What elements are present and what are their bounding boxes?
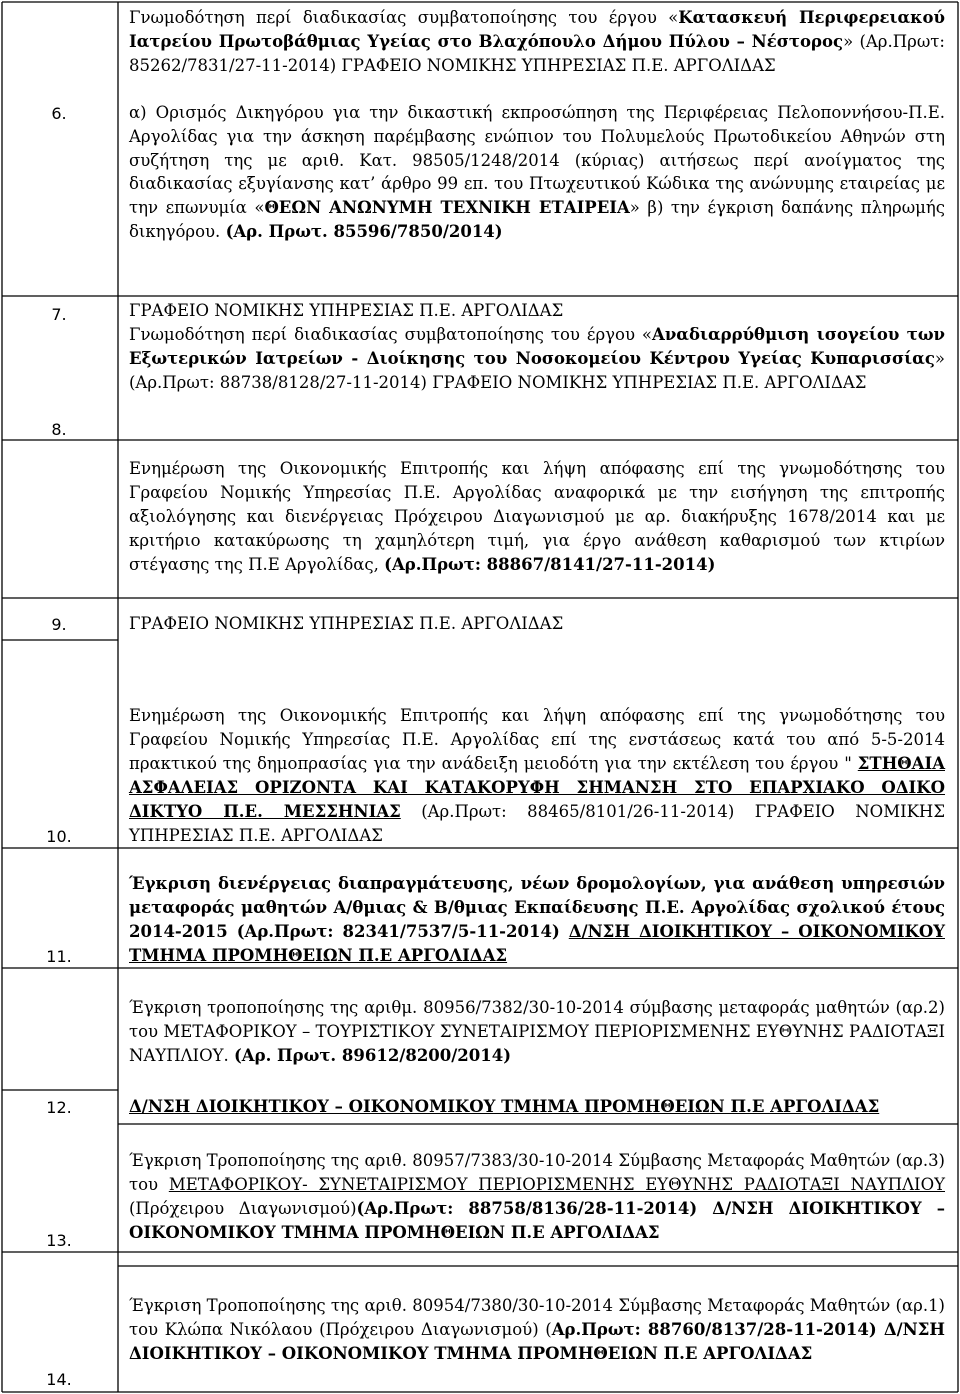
item-text: Ενημέρωση της Οικονομικής Επιτροπής και λήψη απόφασης επί της γνωμοδότησης του Γραφείου Νομικής Υπηρεσίας Π.Ε. Αργολίδας αναφορικά με την εισήγηση της επιτροπής αξιολόγησης και διενέργειας Πρόχειρου Διαγωνισμού με αρ. διακήρυξης 1678/2014 και με κριτήριο κατακύρωσης τη χαμηλότερη τιμή, για έργο ανάθεση καθαρισμού των κτιρίων στέγασης της Π.Ε Αργολίδας, (Αρ.Πρωτ: 88867/8141/27-11-2014) [129,459,945,574]
agenda-item-7 [129,299,945,395]
item-heading: ΓΡΑΦΕΙΟ ΝΟΜΙΚΗΣ ΥΠΗΡΕΣΙΑΣ Π.Ε. ΑΡΓΟΛΙΔΑΣ [129,301,564,320]
agenda-item-11 [129,872,945,968]
agenda-item-6 [129,6,945,244]
row-number: 10. [46,827,72,846]
item-heading: ΓΡΑΦΕΙΟ ΝΟΜΙΚΗΣ ΥΠΗΡΕΣΙΑΣ Π.Ε. ΑΡΓΟΛΙΔΑΣ [129,614,564,633]
row-number: 12. [46,1098,72,1117]
row-number: 14. [46,1370,72,1389]
agenda-item-14 [129,1294,945,1366]
item-text: Έγκριση διενέργειας διαπραγμάτευσης, νέων δρομολογίων, για ανάθεση υπηρεσιών μεταφοράς μαθητών Α/θμιας & Β/θμιας Εκπαίδευσης Π.Ε. Αργολίδας σχολικού έτους 2014-2015 (Αρ.Πρωτ: 82341/7537/5-11-2014) Δ/ΝΣΗ ΔΙΟΙΚΗΤΙΚΟΥ – ΟΙΚΟΝΟΜΙΚΟΥ ΤΜΗΜΑ ΠΡΟΜΗΘΕΙΩΝ Π.Ε ΑΡΓΟΛΙΔΑΣ [129,874,945,965]
row-number: 11. [46,947,72,966]
row-number: 7. [51,305,67,324]
department-heading: Δ/ΝΣΗ ΔΙΟΙΚΗΤΙΚΟΥ – ΟΙΚΟΝΟΜΙΚΟΥ ΤΜΗΜΑ ΠΡΟΜΗΘΕΙΩΝ Π.Ε ΑΡΓΟΛΙΔΑΣ [129,1096,880,1116]
agenda-item-12 [129,996,945,1119]
agenda-item-8 [129,457,945,577]
row-number: 9. [51,615,67,634]
item-text: Έγκριση Τροποποίησης της αριθ. 80954/7380/30-10-2014 Σύμβασης Μεταφοράς Μαθητών (αρ.1) του Κλώπα Νικόλαου (Πρόχειρου Διαγωνισμού) (Αρ.Πρωτ: 88760/8137/28-11-2014) Δ/ΝΣΗ ΔΙΟΙΚΗΤΙΚΟΥ – ΟΙΚΟΝΟΜΙΚΟΥ ΤΜΗΜΑ ΠΡΟΜΗΘΕΙΩΝ Π.Ε ΑΡΓΟΛΙΔΑΣ [129,1296,945,1363]
item-text: Έγκριση Τροποποίησης της αριθ. 80957/7383/30-10-2014 Σύμβασης Μεταφοράς Μαθητών (αρ.3) του ΜΕΤΑΦΟΡΙΚΟΥ- ΣΥΝΕΤΑΙΡΙΣΜΟΥ ΠΕΡΙΟΡΙΣΜΕΝΗΣ ΕΥΘΥΝΗΣ ΡΑΔΙΟΤΑΞΙ ΝΑΥΠΛΙΟΥ (Πρόχειρου Διαγωνισμού)(Αρ.Πρωτ: 88758/8136/28-11-2014) Δ/ΝΣΗ ΔΙΟΙΚΗΤΙΚΟΥ – ΟΙΚΟΝΟΜΙΚΟΥ ΤΜΗΜΑ ΠΡΟΜΗΘΕΙΩΝ Π.Ε ΑΡΓΟΛΙΔΑΣ [129,1151,946,1242]
item-text: Έγκριση τροποποίησης της αριθμ. 80956/7382/30-10-2014 σύμβασης μεταφοράς μαθητών (αρ.2) του ΜΕΤΑΦΟΡΙΚΟΥ – ΤΟΥΡΙΣΤΙΚΟΥ ΣΥΝΕΤΑΙΡΙΣΜΟΥ ΠΕΡΙΟΡΙΣΜΕΝΗΣ ΕΥΘΥΝΗΣ ΡΑΔΙΟΤΑΞΙ ΝΑΥΠΛΙΟΥ. (Αρ. Πρωτ. 89612/8200/2014) [129,998,945,1065]
item-text: Γνωμοδότηση περί διαδικασίας συμβατοποίησης του έργου «Κατασκευή Περιφερειακού Ιατρείου Πρωτοβάθμιας Υγείας στο Βλαχόπουλο Δήμου Πύλου – Νέστορος» (Αρ.Πρωτ: 85262/7831/27-11-2014) ΓΡΑΦΕΙΟ ΝΟΜΙΚΗΣ ΥΠΗΡΕΣΙΑΣ Π.Ε. ΑΡΓΟΛΙΔΑΣ [129,8,945,75]
agenda-item-13 [129,1149,945,1245]
agenda-item-10 [129,704,945,847]
item-text: α) Ορισμός Δικηγόρου για την δικαστική εκπροσώπηση της Περιφέρειας Πελοποννήσου-Π.Ε. Αργολίδας για την άσκηση παρέμβασης ενώπιον του Πολυμελούς Πρωτοδικείου Αθηνών στη συζήτηση της με αριθ. Κατ. 98505/1248/2014 (κύριας) αιτήσεως περί ανοίγματος της διαδικασίας εξυγίανσης κατ’ άρθρο 99 επ. του Πτωχευτικού Κώδικα της ανώνυμης εταιρείας με την επωνυμία «ΘΕΩΝ ΑΝΩΝΥΜΗ ΤΕΧΝΙΚΗ ΕΤΑΙΡΕΙΑ» β) την έγκριση δαπάνης πληρωμής δικηγόρου. (Αρ. Πρωτ. 85596/7850/2014) [129,102,945,242]
item-text: Ενημέρωση της Οικονομικής Επιτροπής και λήψη απόφασης επί της γνωμοδότησης του Γραφείου Νομικής Υπηρεσίας Π.Ε. Αργολίδας επί της ενστάσεως κατά του από 5-5-2014 πρακτικού της δημοπρασίας για την ανάδειξη μειοδότη για την εκτέλεση του έργου " ΣΤΗΘΑΙΑ ΑΣΦΑΛΕΙΑΣ ΟΡΙΖΟΝΤΑ ΚΑΙ ΚΑΤΑΚΟΡΥΦΗ ΣΗΜΑΝΣΗ ΣΤΟ ΕΠΑΡΧΙΑΚΟ ΟΔΙΚΟ ΔΙΚΤΥΟ Π.Ε. ΜΕΣΣΗΝΙΑΣ (Αρ.Πρωτ: 88465/8101/26-11-2014) ΓΡΑΦΕΙΟ ΝΟΜΙΚΗΣ ΥΠΗΡΕΣΙΑΣ Π.Ε. ΑΡΓΟΛΙΔΑΣ [129,706,945,845]
row-number: 13. [46,1231,72,1250]
row-number: 8. [51,420,67,439]
item-text: Γνωμοδότηση περί διαδικασίας συμβατοποίησης του έργου «Αναδιαρρύθμιση ισογείου των Εξωτερικών Ιατρείων - Διοίκησης του Νοσοκομείου Κέντρου Υγείας Κυπαρισσίας» (Αρ.Πρωτ: 88738/8128/27-11-2014) ΓΡΑΦΕΙΟ ΝΟΜΙΚΗΣ ΥΠΗΡΕΣΙΑΣ Π.Ε. ΑΡΓΟΛΙΔΑΣ [129,324,945,392]
row-number: 6. [51,104,67,123]
agenda-item-9 [129,612,945,636]
